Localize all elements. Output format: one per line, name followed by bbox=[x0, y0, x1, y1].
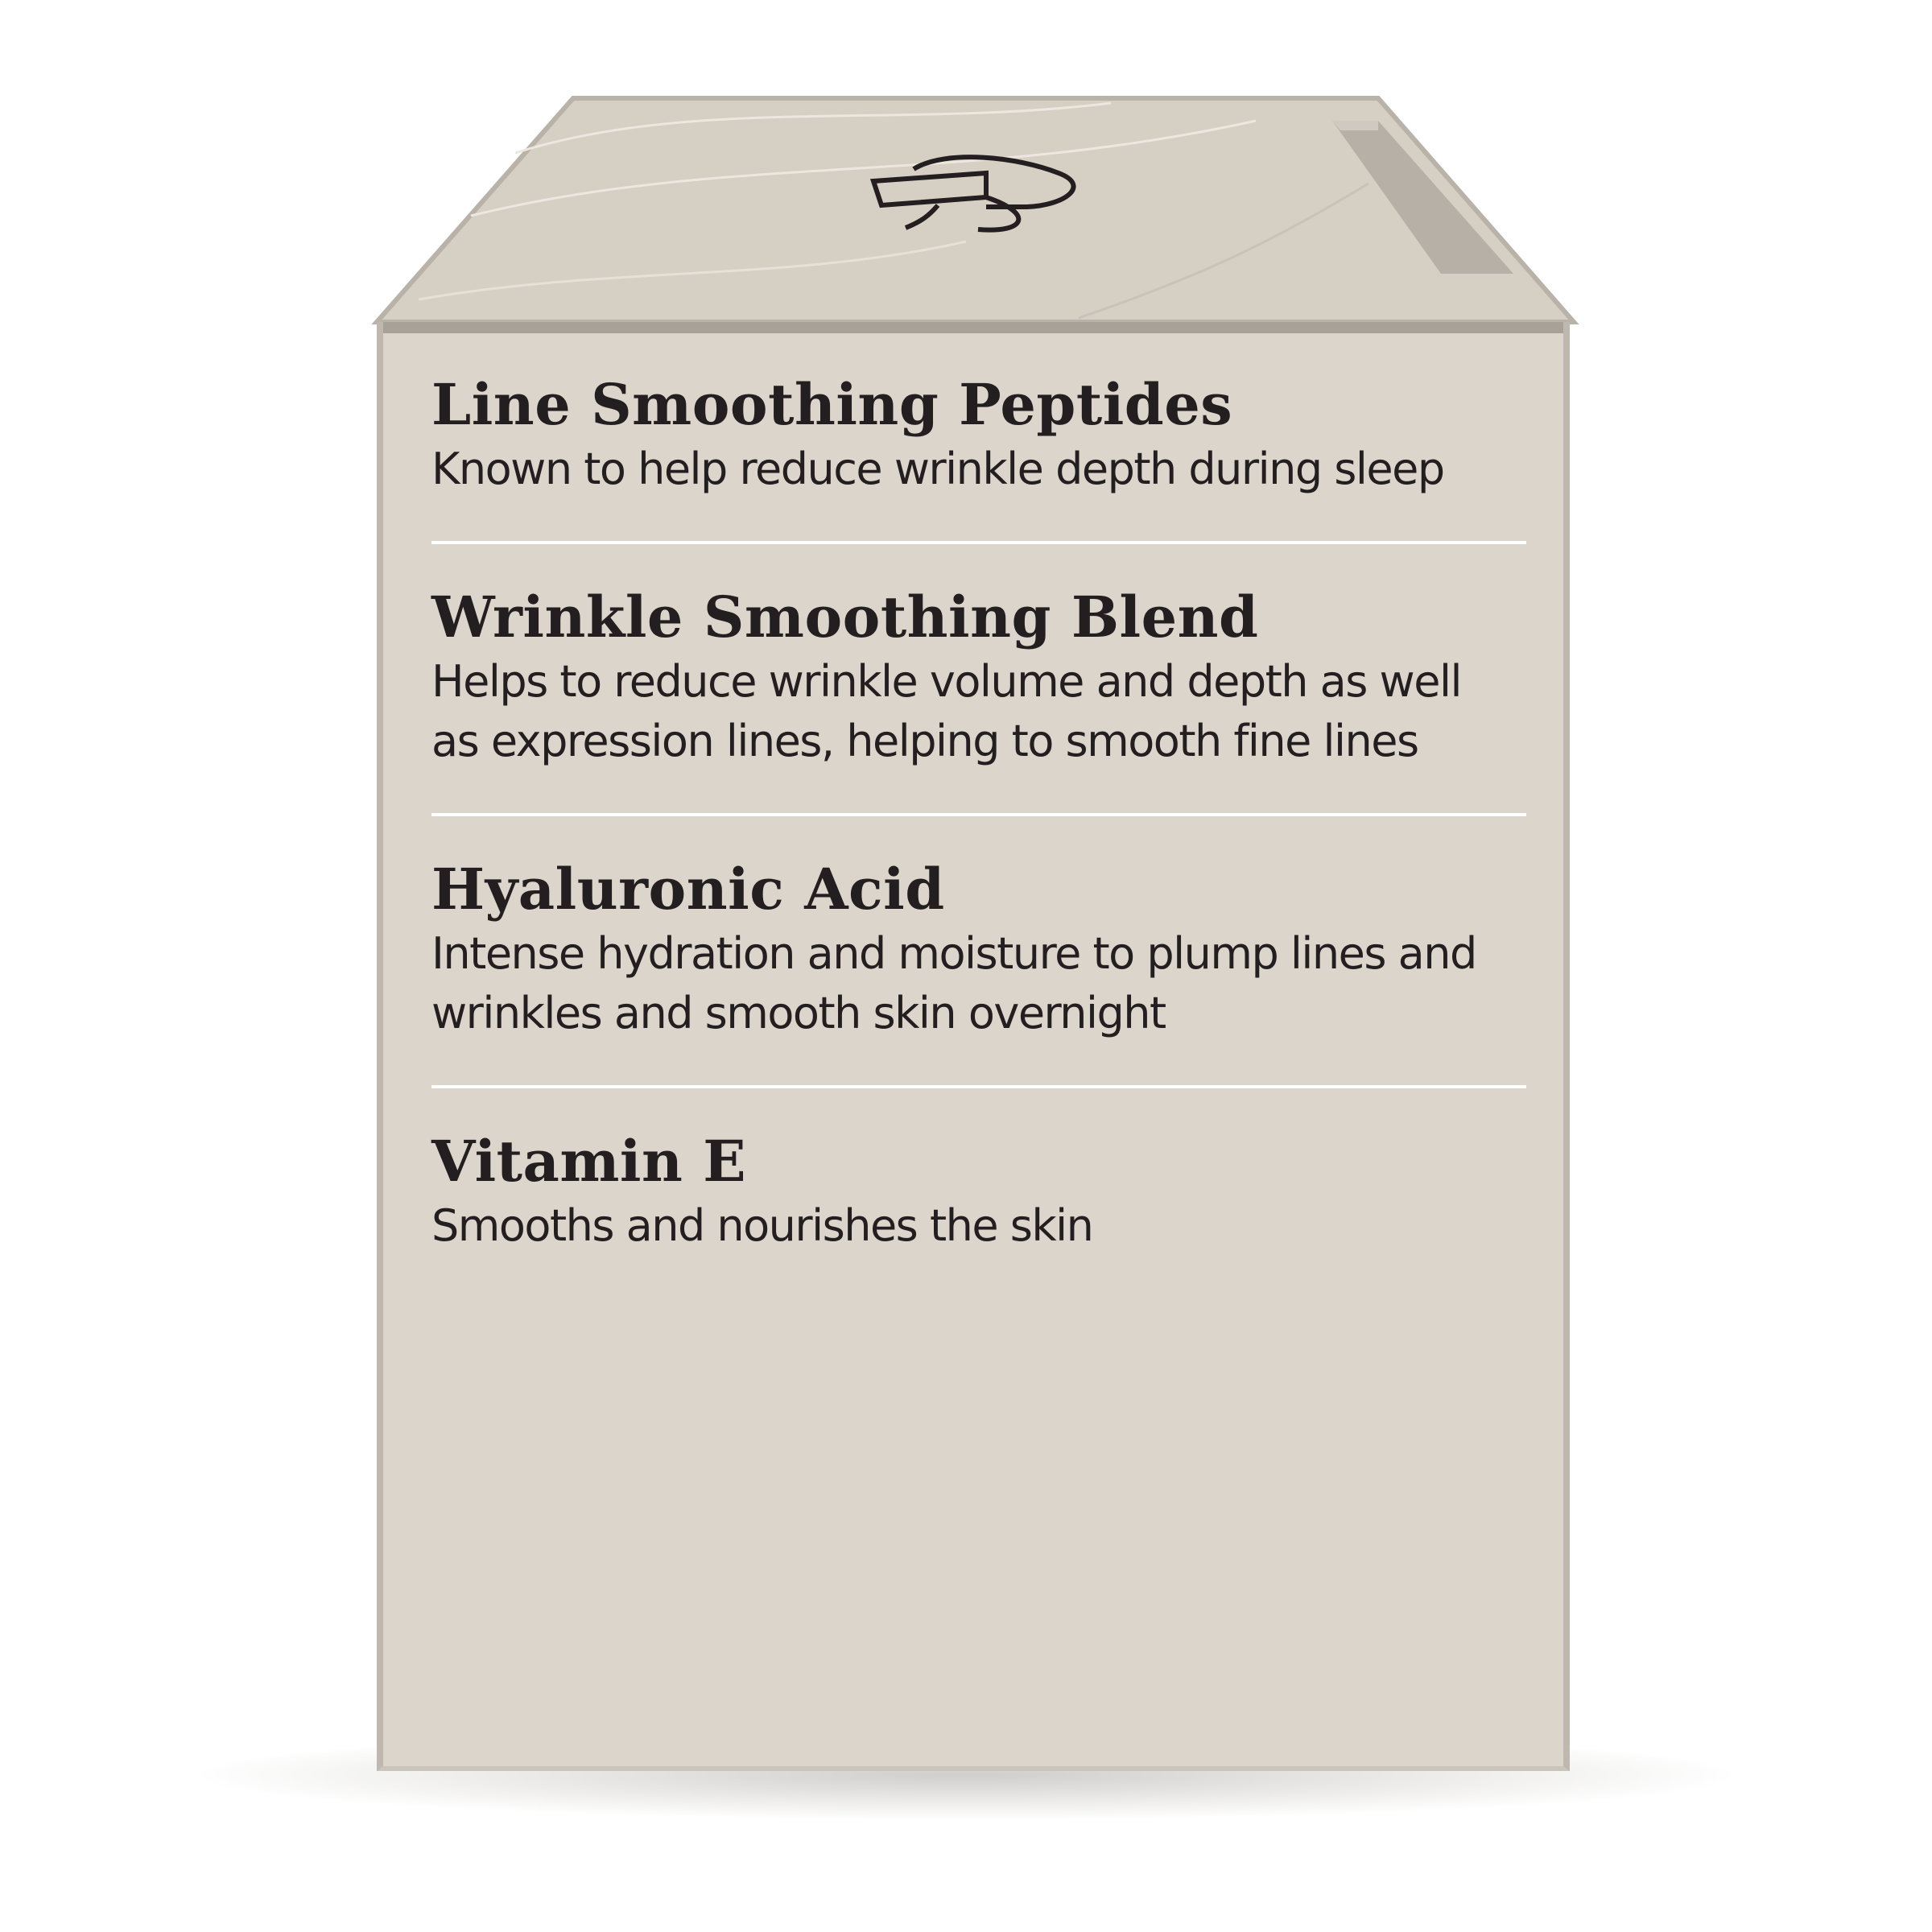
ingredient-item bbox=[431, 370, 1526, 499]
lid-surface bbox=[377, 98, 1574, 322]
ingredient-title: Hyaluronic Acid bbox=[431, 856, 945, 923]
ingredient-title: Vitamin E bbox=[431, 1128, 747, 1195]
box-top-lid bbox=[0, 0, 1932, 338]
box-rim bbox=[383, 322, 1563, 333]
ingredient-description: Intense hydration and moisture to plump lines and wrinkles and smooth skin overnight bbox=[431, 928, 1476, 1038]
ingredient-title: Wrinkle Smoothing Blend bbox=[431, 584, 1259, 650]
ingredient-item bbox=[431, 855, 1526, 1043]
ingredient-description: Known to help reduce wrinkle depth during sleep bbox=[431, 444, 1444, 494]
divider bbox=[431, 813, 1526, 816]
ingredient-item bbox=[431, 1127, 1526, 1256]
ingredient-description: Helps to reduce wrinkle volume and depth as well as expression lines, helping to smooth fine lines bbox=[431, 656, 1461, 766]
ingredient-description: Smooths and nourishes the skin bbox=[431, 1200, 1093, 1251]
ingredients-list bbox=[431, 370, 1526, 1256]
ingredient-item bbox=[431, 583, 1526, 771]
ingredient-title: Line Smoothing Peptides bbox=[431, 371, 1233, 438]
divider bbox=[431, 1085, 1526, 1088]
box-front-panel bbox=[377, 322, 1570, 1771]
divider bbox=[431, 541, 1526, 544]
